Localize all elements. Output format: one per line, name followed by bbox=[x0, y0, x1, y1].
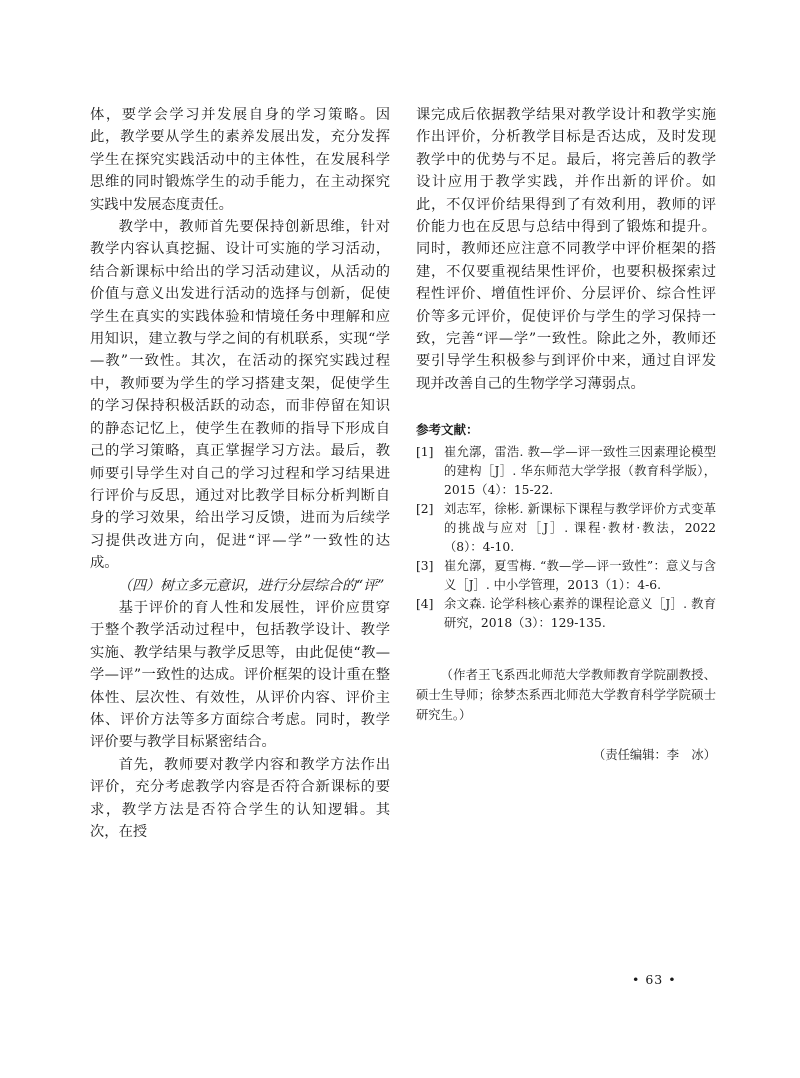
section-heading: （四）树立多元意识，进行分层综合的“评” bbox=[118, 577, 385, 594]
reference-number: [2] bbox=[416, 502, 434, 517]
reference-text: 崔允漷，夏雪梅. “教—学—评一致性”：意义与含义［J］. 中小学管理，2013（1）：4-6. bbox=[444, 559, 716, 593]
reference-number: [4] bbox=[416, 597, 434, 612]
body-paragraph: 课完成后依据教学结果对教学设计和教学实施作出评价，分析教学目标是否达成，及时发现教学中的优势与不足。最后，将完善后的教学设计应用于教学实践，并作出新的评价。如此，不仅评价结果得到了有效利用，教师的评价能力也在反思与总结中得到了锻炼和提升。同时，教师还应注意不同教学中评价框架的搭建，不仅要重视结果性评价，也要积极探索过程性评价、增值性评价、分层评价、综合性评价等多元评价，促使评价与学生的学习保持一致，完善“评—学”一致性。除此之外，教师还要引导学生积极参与到评价中来，通过自评发现并改善自己的生物学学习薄弱点。 bbox=[416, 107, 716, 392]
right-column bbox=[416, 104, 716, 765]
editor-credit: （责任编辑：李 冰） bbox=[593, 748, 716, 763]
references-heading: 参考文献： bbox=[416, 422, 479, 438]
body-paragraph: 基于评价的育人性和发展性，评价应贯穿于整个教学活动过程中，包括教学设计、教学实施、教学结果与教学反思等，由此促使“教—学—评”一致性的达成。评价框架的设计重在整体性、层次性、有效性，从评价内容、评价主体、评价方法等多方面综合考虑。同时，教学评价要与教学目标紧密结合。 bbox=[90, 599, 390, 751]
body-paragraph: 教学中，教师首先要保持创新思维，针对教学内容认真挖掘、设计可实施的学习活动，结合新课标中给出的学习活动建议，从活动的价值与意义出发进行活动的选择与创新，促使学生在真实的实践体验和情境任务中理解和应用知识，建立教与学之间的有机联系，实现“学—教”一致性。其次，在活动的探究实践过程中，教师要为学生的学习搭建支架，促使学生的学习保持积极活跃的动态，而非停留在知识的静态记忆上，使学生在教师的指导下形成自己的学习策略，真正掌握学习方法。最后，教师要引导学生对自己的学习过程和学习结果进行评价与反思，通过对比教学目标分析判断自身的学习效果，给出学习反馈，进而为后续学习提供改进方向，促进“评—学”一致性的达成。 bbox=[90, 219, 390, 572]
body-paragraph: 首先，教师要对教学内容和教学方法作出评价，充分考虑教学内容是否符合新课标的要求，教学方法是否符合学生的认知逻辑。其次，在授 bbox=[90, 756, 390, 840]
page-number: • 63 • bbox=[632, 972, 677, 987]
reference-item bbox=[416, 595, 716, 633]
reference-text: 崔允漷，雷浩. 教—学—评一致性三因素理论模型的建构［J］. 华东师范大学学报（教育科学版），2015（4）：15-22. bbox=[444, 445, 716, 498]
author-note: （作者王飞系西北师范大学教师教育学院副教授、硕士生导师；徐梦杰系西北师范大学教育科学学院硕士研究生。） bbox=[416, 668, 716, 723]
reference-item bbox=[416, 500, 716, 557]
body-paragraph: 体，要学会学习并发展自身的学习策略。因此，教学要从学生的素养发展出发，充分发挥学生在探究实践活动中的主体性，在发展科学思维的同时锻炼学生的动手能力，在主动探究实践中发展态度责任。 bbox=[90, 107, 390, 213]
reference-text: 刘志军，徐彬. 新课标下课程与教学评价方式变革的挑战与应对［J］. 课程·教材·教法，2022（8）：4-10. bbox=[444, 502, 716, 555]
reference-item bbox=[416, 443, 716, 500]
reference-number: [1] bbox=[416, 445, 434, 460]
reference-number: [3] bbox=[416, 559, 434, 574]
left-column bbox=[90, 104, 390, 843]
reference-text: 余文森. 论学科核心素养的课程论意义［J］. 教育研究，2018（3）：129-135. bbox=[444, 597, 716, 631]
reference-item bbox=[416, 557, 716, 595]
reference-list bbox=[416, 443, 716, 633]
